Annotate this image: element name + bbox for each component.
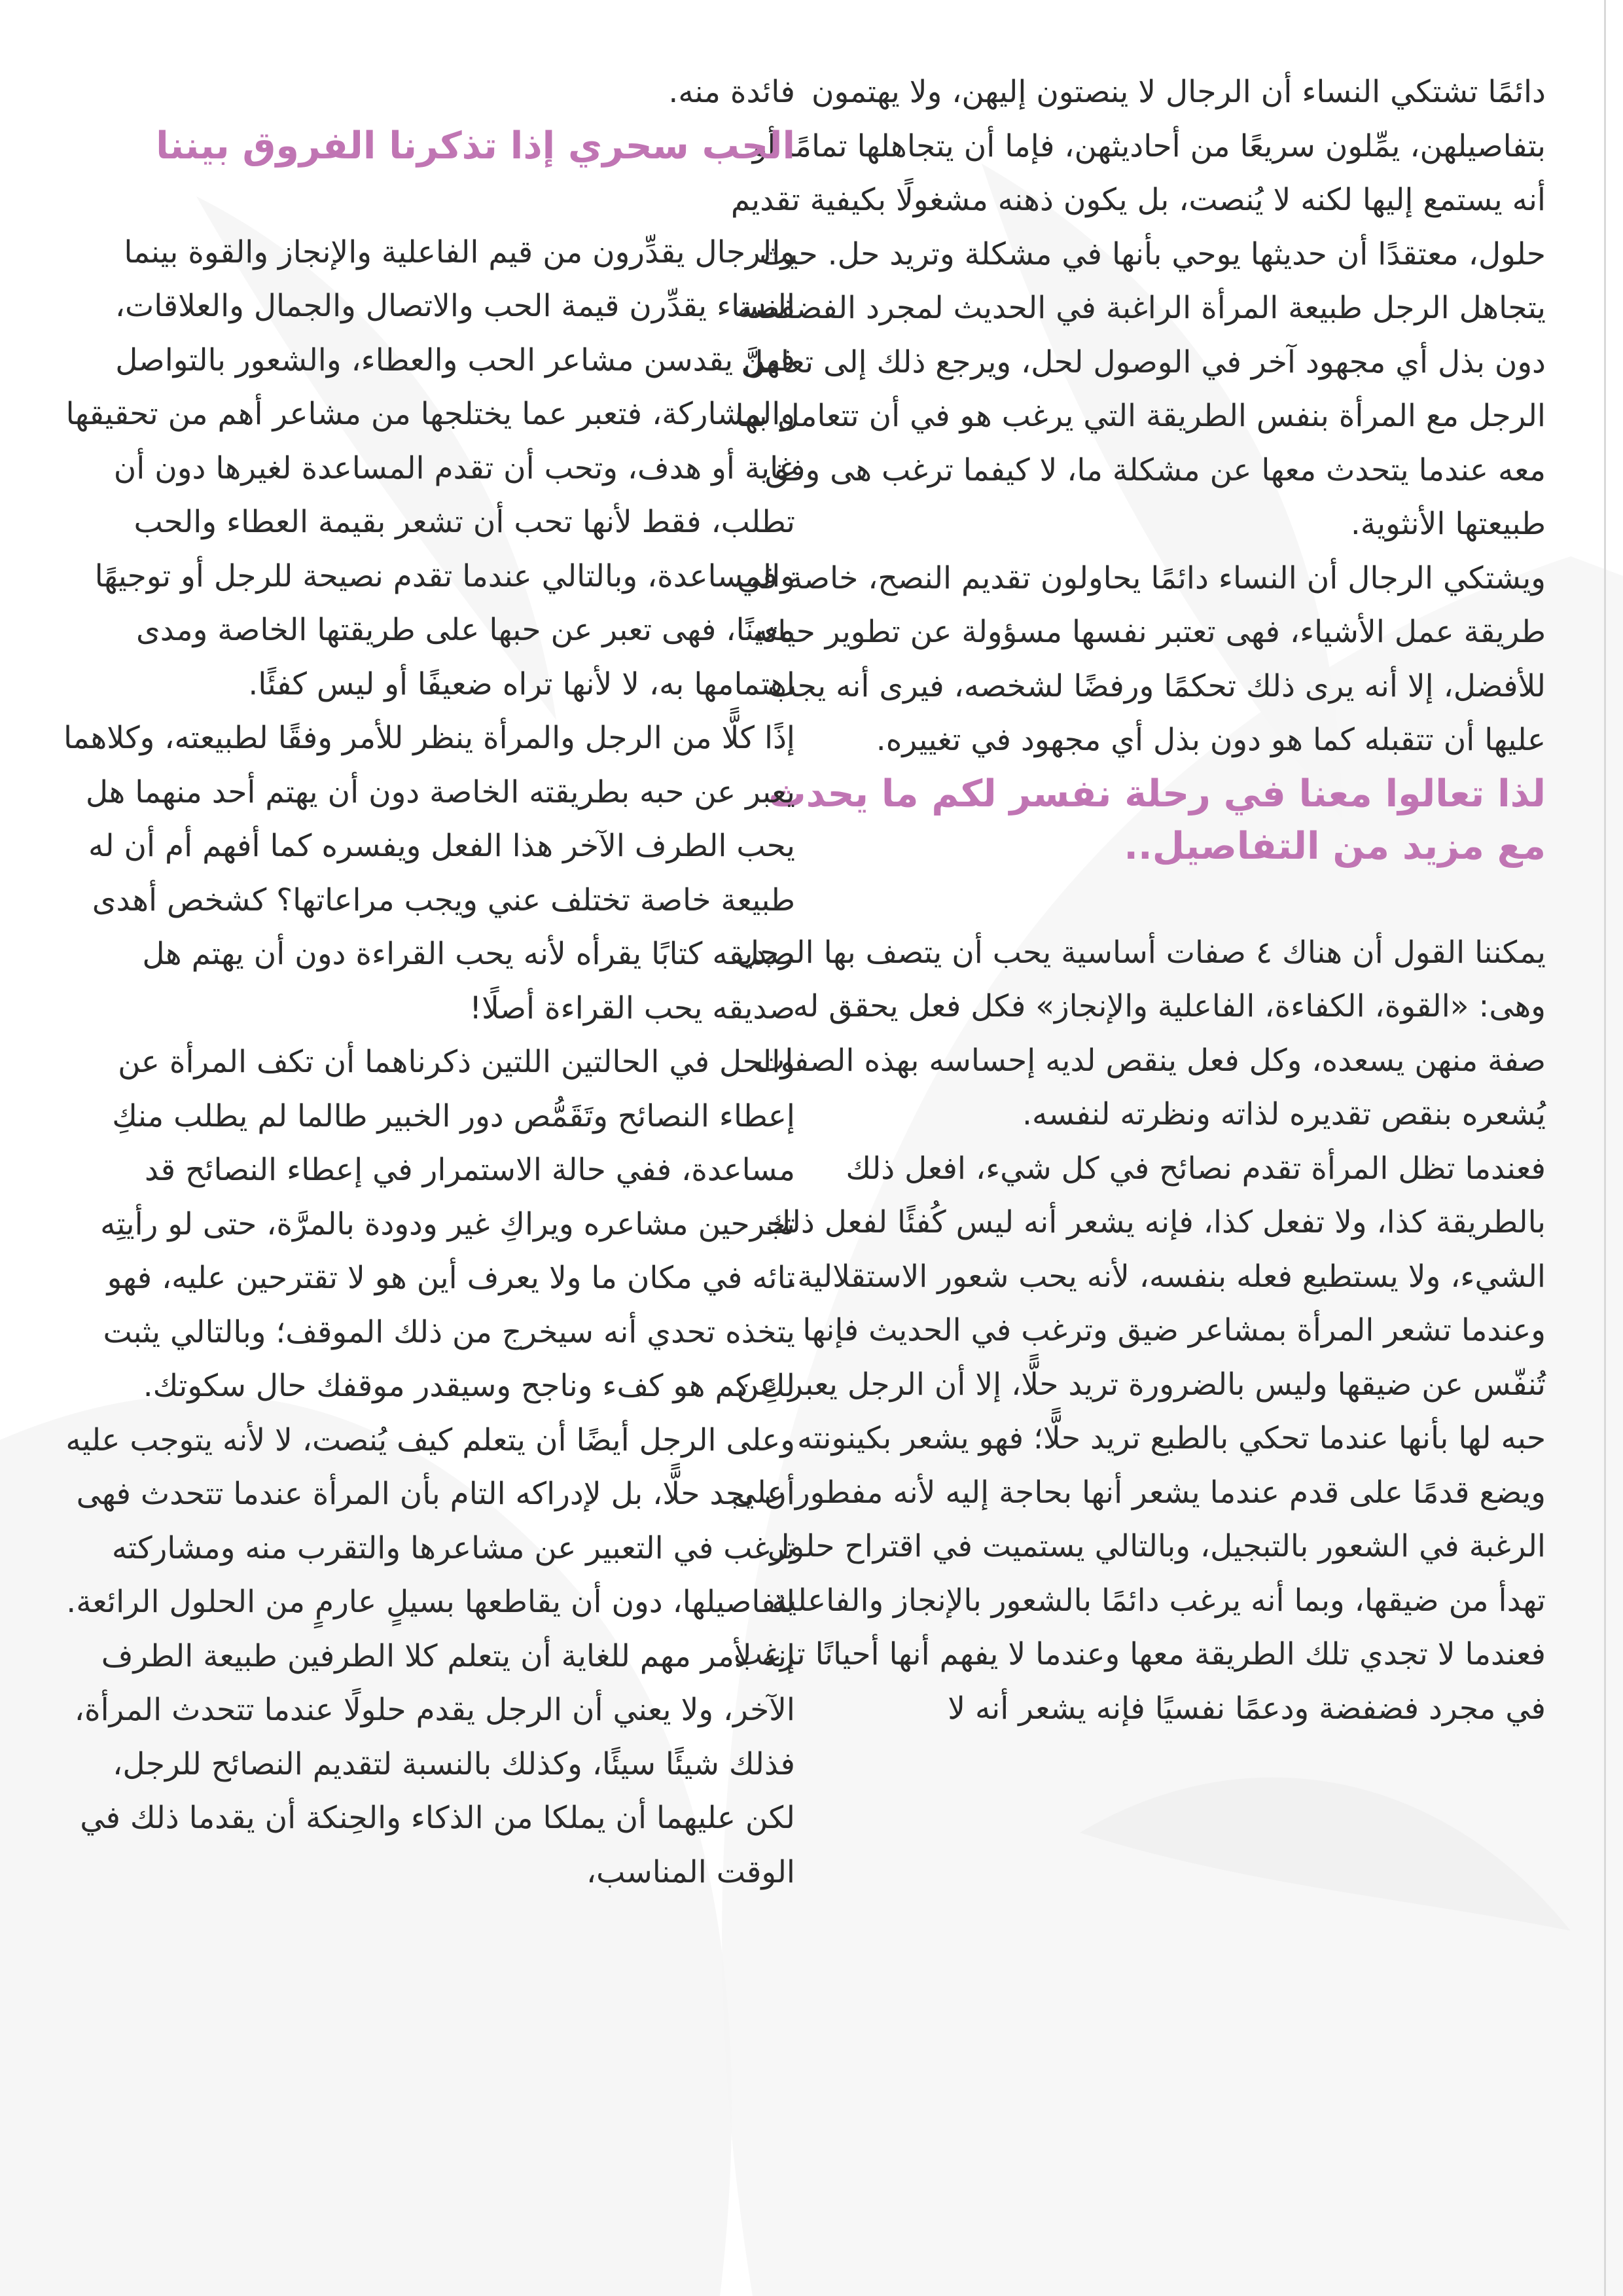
paragraph: والرجال يقدِّرون من قيم الفاعلية والإنجاز والقوة بينما النساء يقدِّرن قيمة الحب والاتصال والجمال والعلاقات، فهنَّ يقدسن مشاعر الحب والعطاء، والشعور بالتواصل والمشاركة، فتعبر عما يختلجها من مشاعر أهم من تحقيقها غاية أو هدف، وتحب أن تقدم المساعدة لغيرها دون أن تطلب، فقط لأنها تحب أن تشعر بقيمة العطاء والحب والمساعدة، وبالتالي عندما تقدم نصيحة للرجل أو توجيهًا معينًا، فهى تعبر عن حبها على طريقتها الخاصة ومدى اهتمامها به، لا لأنها تراه ضعيفًا أو ليس كفئًا. xyxy=(65,234,795,702)
paragraph: ويشتكي الرجال أن النساء دائمًا يحاولون تقديم النصح، خاصة في طريقة عمل الأشياء، فهى تعتبر نفسها مسؤولة عن تطوير حياته للأفضل، إلا أنه يرى ذلك تحكمًا ورفضًا لشخصه، فيرى أنه يجب عليها أن تتقبله كما هو دون بذل أي مجهود في تغييره. xyxy=(737,560,1546,758)
paragraph: وعندما تشعر المرأة بمشاعر ضيق وترغب في الحديث فإنها تُنفّس عن ضيقها وليس بالضرورة تريد حلًّا، إلا أن الرجل يعبر عن حبه لها بأنها عندما تحكي بالطبع تريد حلًّا؛ فهو يشعر بكينونته ويضع قدمًا على قدم عندما يشعر أنها بحاجة إليه لأنه مفطور على الرغبة في الشعور بالتبجيل، وبالتالي يستميت في اقتراح حلول تهدأ من ضيقها، وبما أنه يرغب دائمًا بالشعور بالإنجاز والفاعلية فعندما لا تجدي تلك الطريقة معها وعندما لا يفهم أنها أحيانًا ترغب في مجرد فضفضة ودعمًا نفسيًا فإنه يشعر أنه لا xyxy=(731,1312,1546,1727)
paragraph: وعلى الرجل أيضًا أن يتعلم كيف يُنصت، لا لأنه يتوجب عليه أن يجد حلًّا، بل لإدراكه التام بأن المرأة عندما تتحدث فهى ترغب في التعبير عن مشاعرها والتقرب منه ومشاركته لتفاصيلها، دون أن يقاطعها بسيلٍ عارمٍ من الحلول الرائعة. xyxy=(65,1422,795,1620)
paragraph: فعندما تظل المرأة تقدم نصائح في كل شيء، افعل ذلك بالطريقة كذا، ولا تفعل كذا، فإنه يشعر أنه ليس كُفئًا لفعل ذلك الشيء، ولا يستطيع فعله بنفسه، لأنه يحب شعور الاستقلالية. xyxy=(765,1150,1546,1295)
paragraph: فائدة منه. xyxy=(668,74,795,110)
paragraph: يمكننا القول أن هناك ٤ صفات أساسية يحب أن يتصف بها الرجل وهى: «القوة، الكفاءة، الفاعلية والإنجاز» فكل فعل يحقق له صفة منهن يسعده، وكل فعل ينقص لديه إحساسه بهذه الصفات يُشعره بنقص تقديره لذاته ونظرته لنفسه. xyxy=(736,934,1546,1132)
section-heading: الحب سحري إذا تذكرنا الفروق بيننا xyxy=(156,124,795,168)
right-column xyxy=(728,65,1546,1736)
page-edge-line xyxy=(1604,0,1606,2296)
paragraph: إذًا كلًّا من الرجل والمرأة ينظر للأمر وفقًا لطبيعته، وكلاهما يعبر عن حبه بطريقته الخاصة دون أن يهتم أحد منهما هل يحب الطرف الآخر هذا الفعل ويفسره كما أفهم أم أن له طبيعة خاصة تختلف عني ويجب مراعاتها؟ كشخص أهدى صديقه كتابًا يقرأه لأنه يحب القراءة دون أن يهتم هل صديقه يحب القراءة أصلًا! xyxy=(63,720,795,1026)
paragraph: إنه لأمر مهم للغاية أن يتعلم كلا الطرفين طبيعة الطرف الآخر، ولا يعني أن الرجل يقدم حلولًا عندما تتحدث المرأة، فذلك شيئًا سيئًا، وكذلك بالنسبة لتقديم النصائح للرجل، لكن عليهما أن يملكا من الذكاء والحِنكة أن يقدما ذلك في الوقت المناسب، xyxy=(74,1638,795,1890)
left-column xyxy=(62,65,795,1899)
paragraph: والحل في الحالتين اللتين ذكرناهما أن تكف المرأة عن إعطاء النصائح وتَقَمُّص دور الخبير طالما لم يطلب منكِ مساعدة، ففي حالة الاستمرار في إعطاء النصائح قد تجرحين مشاعره ويراكِ غير ودودة بالمرَّة، حتى لو رأيتِه تائه في مكان ما ولا يعرف أين هو لا تقترحين عليه، فهو يتخذه تحدي أنه سيخرج من ذلك الموقف؛ وبالتالي يثبت لكِ كم هو كفء وناجح وسيقدر موقفك حال سكوتك. xyxy=(100,1044,795,1404)
paragraph: دائمًا تشتكي النساء أن الرجال لا ينصتون إليهن، ولا يهتمون بتفاصيلهن، يمِّلون سريعًا من أحاديثهن، فإما أن يتجاهلها تمامًا أو أنه يستمع إليها لكنه لا يُنصت، بل يكون ذهنه مشغولًا بكيفية تقديم حلول، معتقدًا أن حديثها يوحي بأنها في مشكلة وتريد حل. حيث يتجاهل الرجل طبيعة المرأة الراغبة في الحديث لمجرد الفضفضة دون بذل أي مجهود آخر في الوصول لحل، ويرجع ذلك إلى تعامل الرجل مع المرأة بنفس الطريقة التي يرغب هو في أن تتعامل بها معه عندما يتحدث معها عن مشكلة ما، لا كيفما ترغب هى وفق طبيعتها الأنثوية. xyxy=(730,74,1546,542)
section-heading: لذا تعالوا معنا في رحلة نفسر لكم ما يحدث مع مزيد من التفاصيل.. xyxy=(768,772,1546,868)
